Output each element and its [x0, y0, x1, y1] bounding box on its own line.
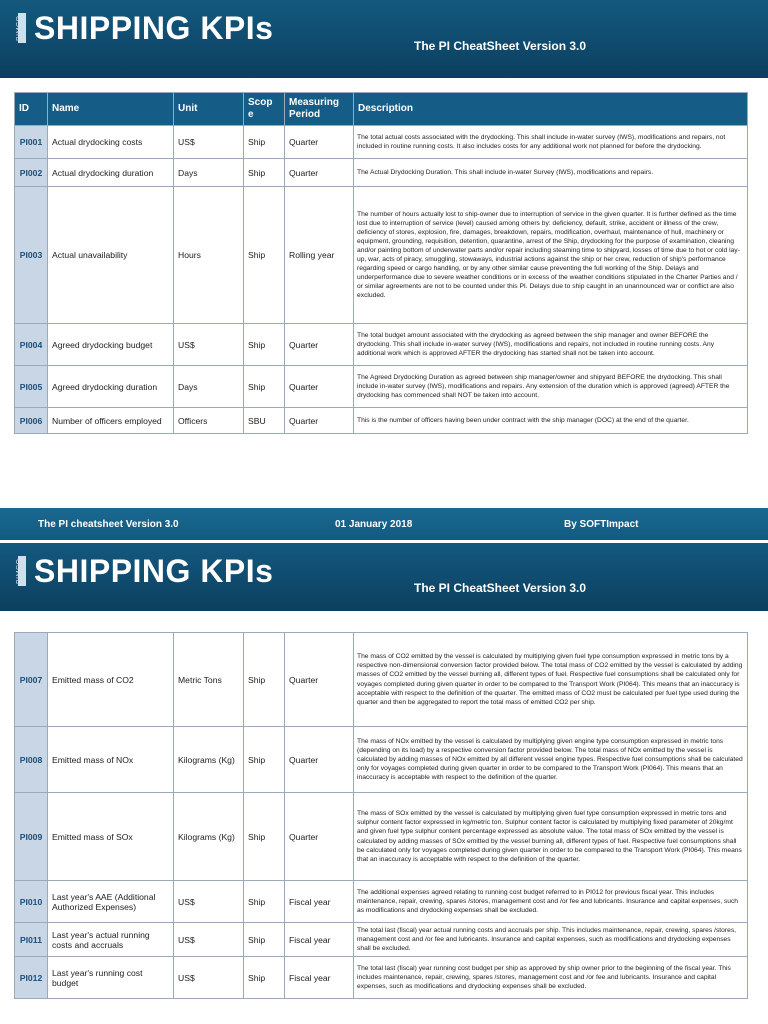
row-description: The total budget amount associated with the drydocking as agreed between the ship manager and owner BEFORE the drydocking. This shall include in-water survey (IWS), modifications and repairs, not included in routine running costs. Any additional work which is approved AFTER the drydocking has started shall not be taken into account.	[354, 324, 748, 366]
table-row	[15, 727, 748, 793]
col-header-name: Name	[48, 93, 174, 126]
table-row	[15, 957, 748, 999]
row-period: Quarter	[285, 126, 354, 159]
row-scope: Ship	[244, 159, 285, 187]
row-scope: Ship	[244, 366, 285, 408]
row-unit: US$	[174, 957, 244, 999]
row-id: PI009	[15, 793, 48, 881]
row-description: The Actual Drydocking Duration. This shall include in-water Survey (IWS), modifications and repairs.	[354, 159, 748, 187]
table-row	[15, 633, 748, 727]
row-period: Quarter	[285, 159, 354, 187]
col-header-description: Description	[354, 93, 748, 126]
row-description: The total last (fiscal) year running cost budget per ship as approved by ship owner prior to the beginning of the fiscal year. This includes maintenance, repair, crewing, spares /stores, management cost and /or fee and lubricants. Insurance and capital expenses, such as modifications and drydocking expenses shall be excluded.	[354, 957, 748, 999]
footer-author: By SOFTImpact	[564, 519, 639, 530]
row-id: PI010	[15, 881, 48, 923]
row-period: Fiscal year	[285, 881, 354, 923]
row-unit: US$	[174, 881, 244, 923]
footer-version: The PI cheatsheet Version 3.0	[38, 519, 179, 530]
row-scope: Ship	[244, 633, 285, 727]
row-unit: Days	[174, 159, 244, 187]
page-header-1	[0, 0, 768, 78]
row-scope: Ship	[244, 793, 285, 881]
page-footer	[0, 508, 768, 540]
row-unit: Days	[174, 366, 244, 408]
bimco-logo-mark: BIMCO	[18, 13, 32, 43]
row-name: Agreed drydocking budget	[48, 324, 174, 366]
row-description: The mass of NOx emitted by the vessel is calculated by multiplying given engine type consumption expressed in metric tons (depending on its load) by a respective conversion factor provided below. The total mass of NOx emitted by the vessel is calculated by adding masses of NOx emitted by all different vessel engine types. Respective fuel consumptions shall be calculated only for voyages completed during given quarter in order to be compared to the Transport Work (PI064). This means that an inaccuracy is acceptable with respect to the definition of the quarter.	[354, 727, 748, 793]
row-name: Actual drydocking duration	[48, 159, 174, 187]
row-unit: Metric Tons	[174, 633, 244, 727]
row-name: Last year's running cost budget	[48, 957, 174, 999]
row-period: Quarter	[285, 633, 354, 727]
row-scope: Ship	[244, 324, 285, 366]
row-description: This is the number of officers having been under contract with the ship manager (DOC) at the end of the quarter.	[354, 408, 748, 434]
row-scope: Ship	[244, 126, 285, 159]
row-description: The mass of SOx emitted by the vessel is calculated by multiplying given fuel type consumption expressed in metric tons and sulphur content factor expressed in kg/metric ton. Sulphur content factor is calculated by multiplying fixed parameter of 20kg/mt and given fuel type sulphur content percentage expressed as absolute value. The total mass of SOx emitted by the vessel is calculated by adding masses of SOx emitted by the vessel burning all, different types of fuel. Respective fuel consumptions shall be calculated only for voyages completed during given quarter in order to be compared to the Transport Work (PI064). This means that an inaccuracy is acceptable with respect to the definition of the quarter.	[354, 793, 748, 881]
page-subtitle: The PI CheatSheet Version 3.0	[414, 39, 587, 53]
row-unit: US$	[174, 126, 244, 159]
row-unit: Kilograms (Kg)	[174, 793, 244, 881]
kpi-table-2	[14, 632, 748, 999]
col-header-unit: Unit	[174, 93, 244, 126]
col-header-id: ID	[15, 93, 48, 126]
row-scope: Ship	[244, 881, 285, 923]
col-header-period: Measuring Period	[285, 93, 354, 126]
table-row	[15, 793, 748, 881]
logo	[18, 555, 273, 587]
row-scope: Ship	[244, 187, 285, 324]
row-id: PI006	[15, 408, 48, 434]
page-title: SHIPPING KPIs	[34, 10, 274, 46]
table-row	[15, 324, 748, 366]
row-period: Quarter	[285, 408, 354, 434]
row-period: Quarter	[285, 324, 354, 366]
page-title: SHIPPING KPIs	[34, 553, 274, 589]
row-period: Quarter	[285, 366, 354, 408]
row-name: Emitted mass of NOx	[48, 727, 174, 793]
col-header-scope: Scop e	[244, 93, 285, 126]
row-name: Emitted mass of SOx	[48, 793, 174, 881]
table-row	[15, 408, 748, 434]
row-unit: US$	[174, 923, 244, 957]
row-id: PI003	[15, 187, 48, 324]
row-id: PI001	[15, 126, 48, 159]
row-id: PI011	[15, 923, 48, 957]
row-description: The total last (fiscal) year actual running costs and accruals per ship. This includes maintenance, repair, crewing, spares /stores, management cost and /or fee and lubricants. Insurance and capital expenses, such as modifications and drydocking expenses shall be excluded.	[354, 923, 748, 957]
row-period: Quarter	[285, 727, 354, 793]
row-id: PI004	[15, 324, 48, 366]
footer-date: 01 January 2018	[335, 519, 413, 530]
kpi-table-1	[14, 92, 748, 434]
row-id: PI007	[15, 633, 48, 727]
row-description: The number of hours actually lost to ship-owner due to interruption of service in the given quarter. It is further defined as the time lost due to interruption of service (level) caused among others by: deficiency, default, strike, accident or illness of the crew, deficiency of stores, explosion, fire, damages, breakdown, repairs, modification, overhaul, maintenance of hull, machinery or equipment, grounding, requisition, detention, quarantine, arrest of the Ship, drydocking for the purpose of examination, cleaning and/or painting bottom of underwater parts and/or repair including steaming time to shipyard, losses of time due to hot or cold lay-up, war, acts of piracy, smuggling, stowaways, industrial actions against the ship or her crew, reduction of ship's performance regarding speed or cargo handling, or by any other similar cause preventing the full working of the Ship. Delays and underperformance due to severe weather conditions or in excess of the weather conditions stipulated in the Charter Parties and / or similar agreements are not to be counted under this PI. Delays due to ship caught in an unannounced war or conflict are also excluded.	[354, 187, 748, 324]
row-name: Emitted mass of CO2	[48, 633, 174, 727]
row-id: PI012	[15, 957, 48, 999]
row-description: The total actual costs associated with the drydocking. This shall include in-water survey (IWS), modifications and repairs, not included in routine running costs. It also includes costs for any additional work not planned for before the drydocking.	[354, 126, 748, 159]
row-unit: Kilograms (Kg)	[174, 727, 244, 793]
row-name: Actual drydocking costs	[48, 126, 174, 159]
row-period: Fiscal year	[285, 923, 354, 957]
row-name: Last year's actual running costs and accruals	[48, 923, 174, 957]
row-unit: Officers	[174, 408, 244, 434]
logo	[18, 12, 273, 44]
table-row	[15, 881, 748, 923]
row-unit: US$	[174, 324, 244, 366]
table-row	[15, 366, 748, 408]
row-period: Rolling year	[285, 187, 354, 324]
row-scope: SBU	[244, 408, 285, 434]
row-id: PI008	[15, 727, 48, 793]
row-name: Actual unavailability	[48, 187, 174, 324]
table-row	[15, 923, 748, 957]
row-id: PI005	[15, 366, 48, 408]
row-scope: Ship	[244, 957, 285, 999]
row-period: Quarter	[285, 793, 354, 881]
table-row	[15, 159, 748, 187]
row-unit: Hours	[174, 187, 244, 324]
row-period: Fiscal year	[285, 957, 354, 999]
bimco-logo-mark: BIMCO	[18, 556, 32, 586]
row-scope: Ship	[244, 923, 285, 957]
row-description: The Agreed Drydocking Duration as agreed between ship manager/owner and shipyard BEFORE the drydocking. This shall include in-water survey (IWS), modifications and repairs. Any extension of the duration which is approved (agreed) AFTER the drydocking has commenced shall NOT be taken into account.	[354, 366, 748, 408]
page-header-2	[0, 543, 768, 611]
row-name: Agreed drydocking duration	[48, 366, 174, 408]
table-row	[15, 126, 748, 159]
table-header-row	[15, 93, 748, 126]
table-row	[15, 187, 748, 324]
page-subtitle: The PI CheatSheet Version 3.0	[414, 581, 587, 595]
row-scope: Ship	[244, 727, 285, 793]
row-name: Number of officers employed	[48, 408, 174, 434]
row-name: Last year's AAE (Additional Authorized Expenses)	[48, 881, 174, 923]
row-description: The additional expenses agreed relating to running cost budget referred to in PI012 for previous fiscal year. This includes maintenance, repair, crewing, spares /stores, management cost and /or fee and lubricants. Insurance and capital expenses, such as modifications and drydocking expenses shall be excluded.	[354, 881, 748, 923]
row-id: PI002	[15, 159, 48, 187]
row-description: The mass of CO2 emitted by the vessel is calculated by multiplying given fuel type consumption expressed in metric tons by a respective non-dimensional conversion factor provided below. The total mass of CO2 emitted by the vessel is calculated by adding masses of CO2 emitted by the vessel burning all, different types of fuel. Respective fuel consumptions shall be calculated only for voyages completed during given quarter in order to be compared to the Transport Work (PI064). This means that an inaccuracy is acceptable with respect to the definition of the quarter. The emitted mass of CO2 must be calculated per fuel type used during the quarter and then be aggregated to report the total mass of emitted CO2 per ship.	[354, 633, 748, 727]
